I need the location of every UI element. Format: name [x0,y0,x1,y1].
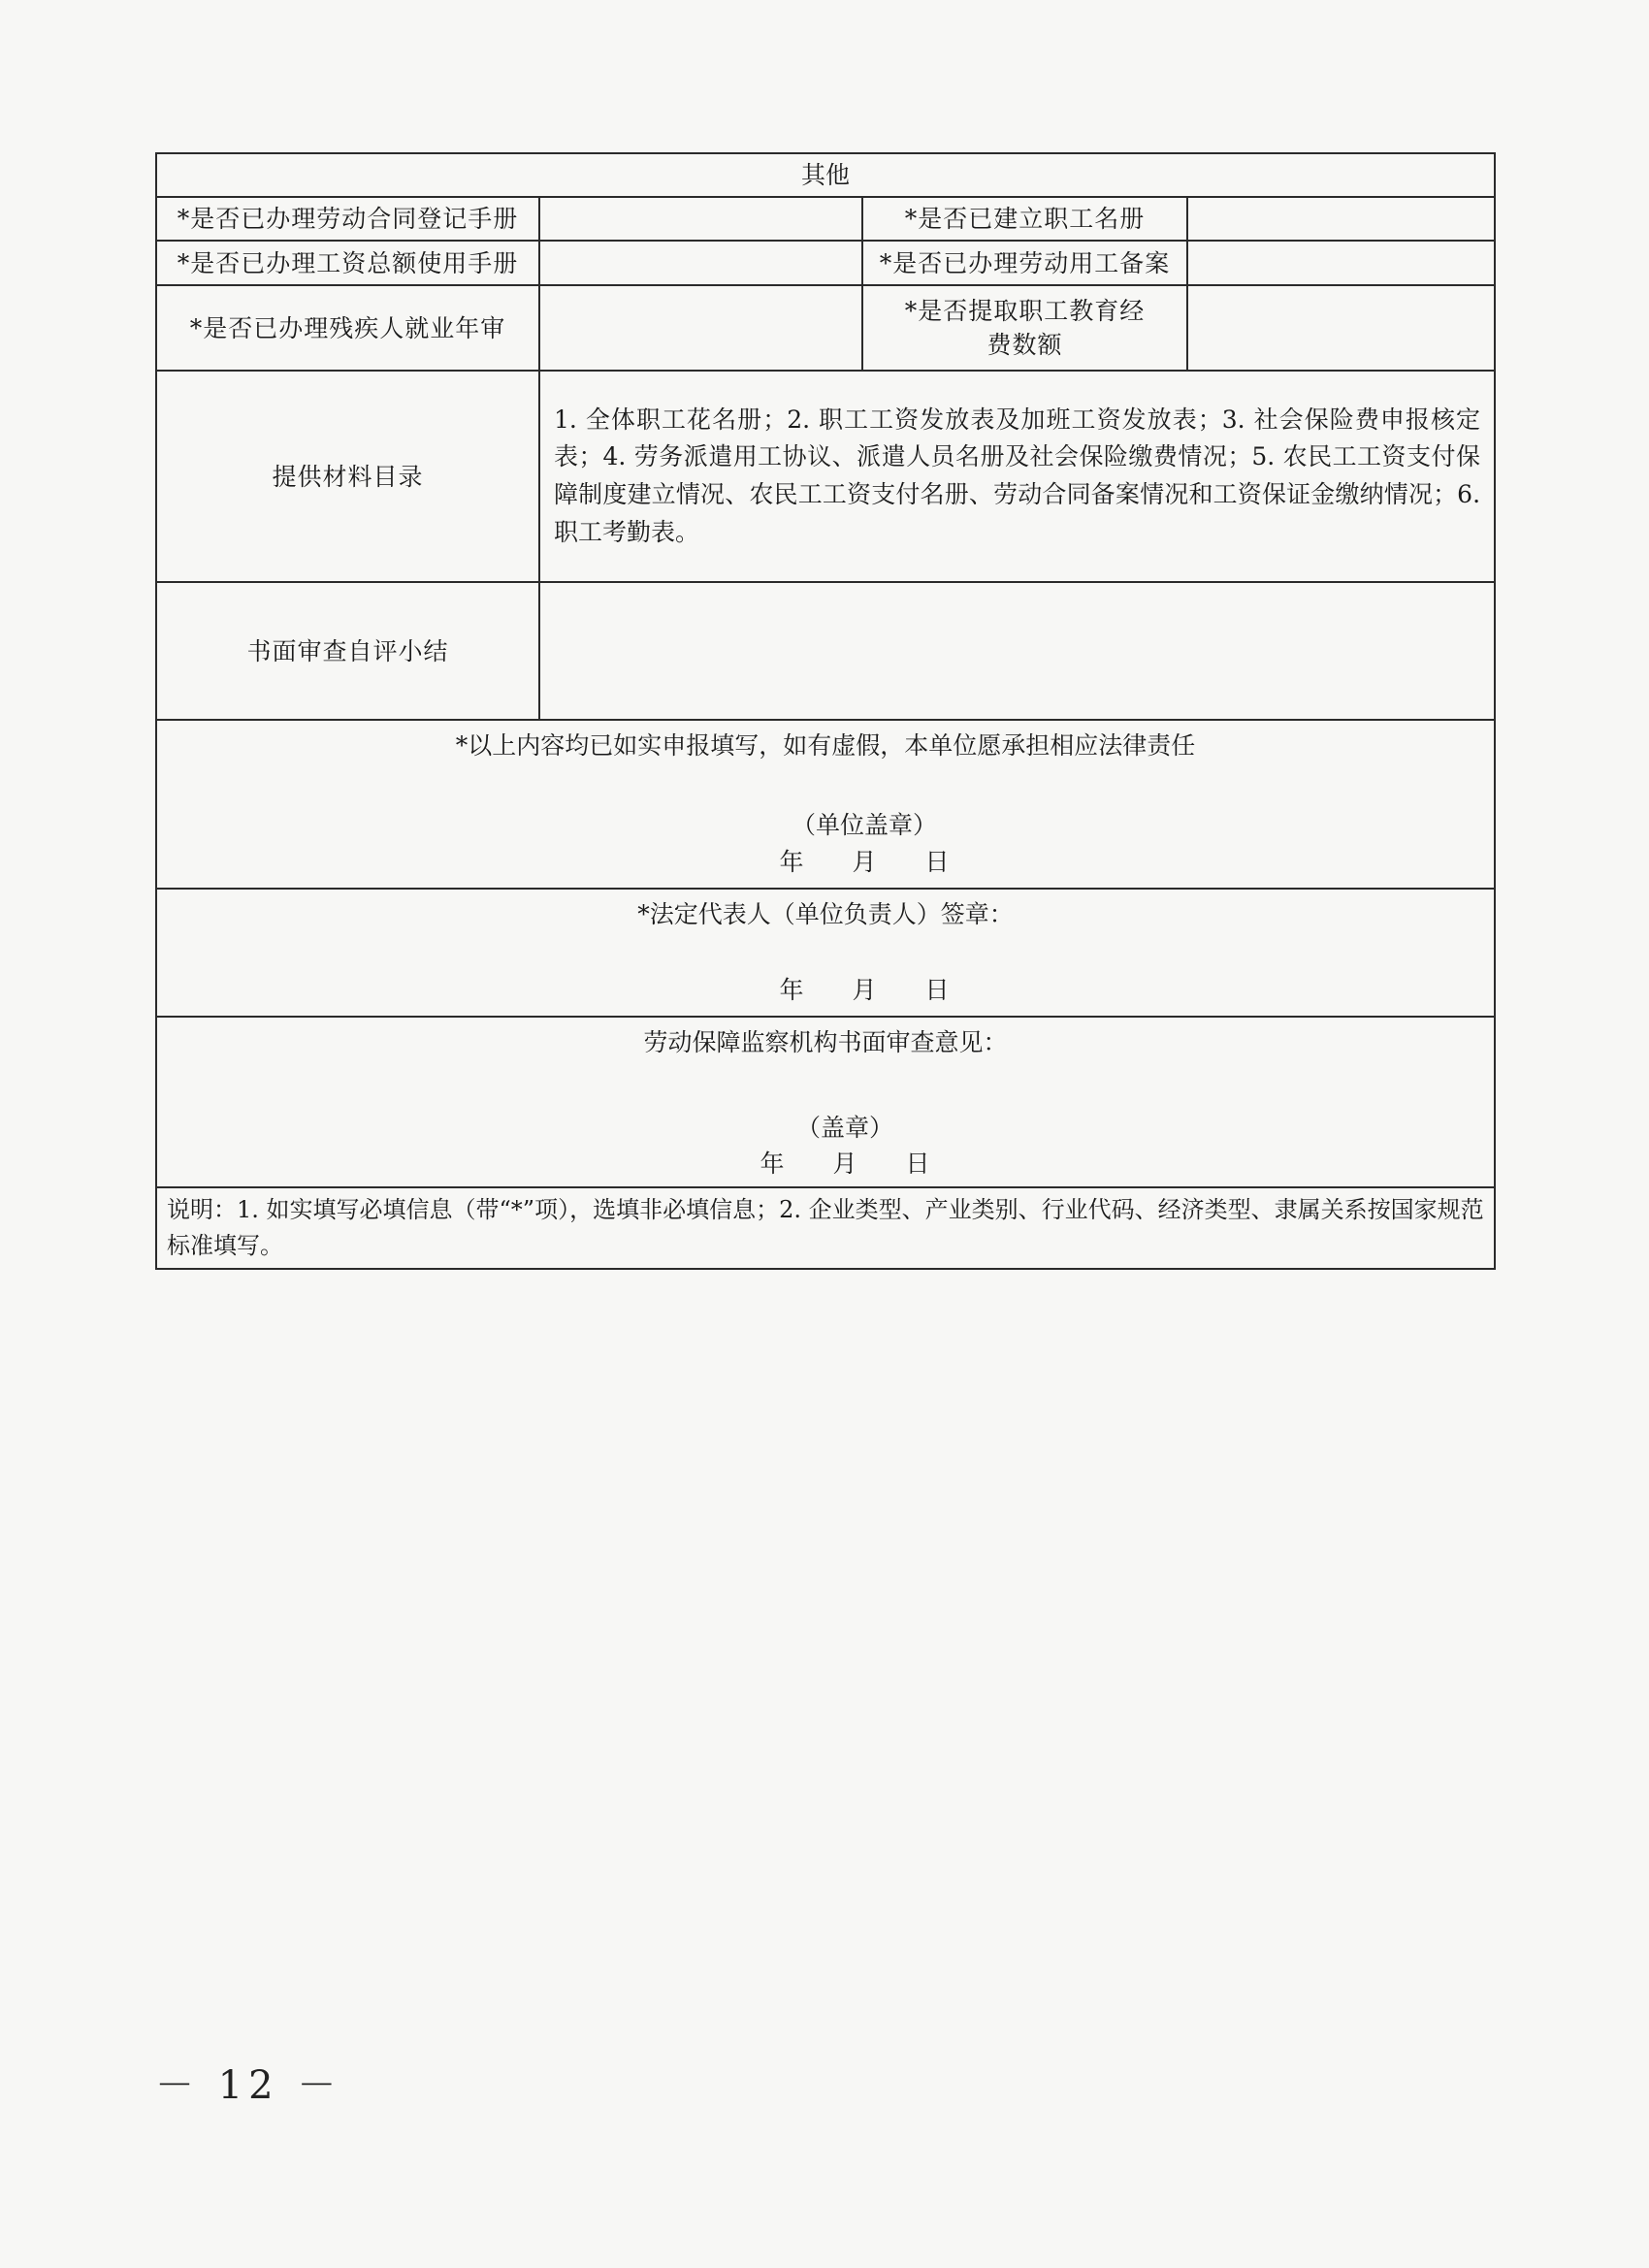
inspection-seal-label: （盖章） [796,1114,894,1142]
employment-filing-field[interactable] [1187,241,1495,285]
wage-total-handbook-label: *是否已办理工资总额使用手册 [156,241,539,285]
materials-label: 提供材料目录 [156,371,539,582]
legal-rep-block [156,889,1495,1017]
legal-rep-signature-label: *法定代表人（单位负责人）签章： [637,900,1014,928]
employee-roster-label: *是否已建立职工名册 [862,197,1187,241]
education-fund-field[interactable] [1187,285,1495,371]
disabled-employment-review-field[interactable] [539,285,862,371]
inspection-date: 年 月 日 [760,1150,930,1178]
unit-seal-label: （单位盖章） [792,811,938,839]
declaration-text: *以上内容均已如实申报填写，如有虚假，本单位愿承担相应法律责任 [455,731,1196,760]
instructions-note: 说明：1. 如实填写必填信息（带“*”项），选填非必填信息；2. 企业类型、产业类别、行业代码、经济类型、隶属关系按国家规范标准填写。 [156,1187,1495,1269]
legal-rep-date: 年 月 日 [779,976,950,1004]
page-number: － 12 － [155,2063,342,2108]
declaration-date: 年 月 日 [779,848,950,876]
employee-roster-field[interactable] [1187,197,1495,241]
self-assessment-label: 书面审查自评小结 [156,582,539,720]
materials-list: 1. 全体职工花名册；2. 职工工资发放表及加班工资发放表；3. 社会保险费申报核定表；4. 劳务派遣用工协议、派遣人员名册及社会保险缴费情况；5. 农民工工资支付保障制度建立情况、农民工工资支付名册、劳动合同备案情况和工资保证金缴纳情况；6. 职工考勤表。 [539,371,1495,582]
self-assessment-field[interactable] [539,582,1495,720]
inspection-opinion-label: 劳动保障监察机构书面审查意见： [643,1028,1008,1056]
employment-filing-label: *是否已办理劳动用工备案 [862,241,1187,285]
education-fund-label: *是否提取职工教育经费数额 [862,285,1187,371]
wage-total-handbook-field[interactable] [539,241,862,285]
labor-contract-register-label: *是否已办理劳动合同登记手册 [156,197,539,241]
inspection-form-table [155,152,1496,1270]
declaration-block [156,720,1495,889]
labor-contract-register-field[interactable] [539,197,862,241]
disabled-employment-review-label: *是否已办理残疾人就业年审 [156,285,539,371]
section-title: 其他 [156,153,1495,197]
inspection-opinion-block [156,1017,1495,1187]
